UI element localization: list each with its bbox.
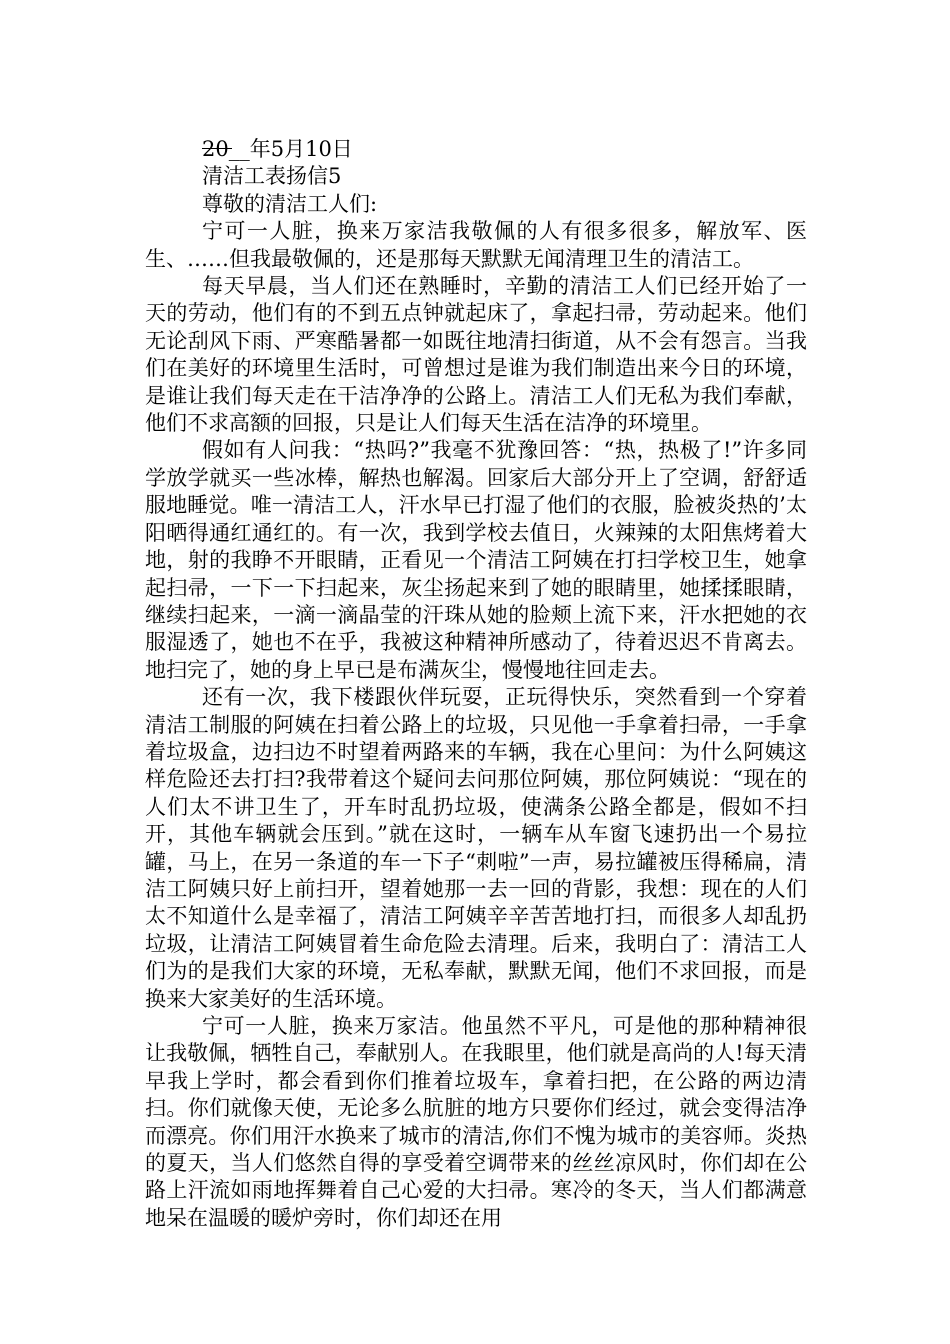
- paragraph: 每天早晨，当人们还在熟睡时，辛勤的清洁工人们已经开始了一天的劳动，他们有的不到五点钟就起床了，拿起扫帚，劳动起来。他们无论刮风下雨、严寒酷暑都一如既往地清扫街道，从不会有怨言。当我们在美好的环境里生活时，可曾想过是谁为我们制造出来今日的环境，是谁让我们每天走在干洁净净的公路上。清洁工人们无私为我们奉献，他们不求高额的回报，只是让人们每天生活在洁净的环境里。: [145, 274, 807, 436]
- salutation: 尊敬的清洁工人们:: [202, 191, 378, 216]
- date-line: 20__年5月10日: [202, 137, 353, 161]
- paragraph: 宁可一人脏，换来万家洁。他虽然不平凡，可是他的那种精神很让我敬佩，牺牲自己，奉献别人。在我眼里，他们就是高尚的人!每天清早我上学时，都会看到你们推着垃圾车，拿着扫把，在公路的两边清扫。你们就像天使，无论多么肮脏的地方只要你们经过，就会变得洁净而漂亮。你们用汗水换来了城市的清洁,你们不愧为城市的美容师。炎热的夏天，当人们悠然自得的享受着空调带来的丝丝凉风时，你们却在公路上汗流如雨地挥舞着自己心爱的大扫帚。寒冷的冬天，当人们都满意地呆在温暖的暖炉旁时，你们却还在用: [145, 1014, 807, 1230]
- letter-title: 清洁工表扬信5: [202, 164, 342, 189]
- paragraph: 假如有人问我：“热吗?”我毫不犹豫回答：“热，热极了!”许多同学放学就买一些冰棒，解热也解渴。回家后大部分开上了空调，舒舒适服地睡觉。唯一清洁工人，汗水早已打湿了他们的衣服，脸被炎热的’太阳晒得通红通红的。有一次，我到学校去值日，火辣辣的太阳焦烤着大地，射的我睁不开眼睛，正看见一个清洁工阿姨在打扫学校卫生，她拿起扫帚，一下一下扫起来，灰尘扬起来到了她的眼睛里，她揉揉眼睛，继续扫起来，一滴一滴晶莹的汗珠从她的脸颊上流下来，汗水把她的衣服湿透了，她也不在乎，我被这种精神所感动了，待着迟迟不肯离去。地扫完了，她的身上早已是布满灰尘，慢慢地往回走去。: [145, 438, 807, 682]
- paragraph: 还有一次，我下楼跟伙伴玩耍，正玩得快乐，突然看到一个穿着清洁工制服的阿姨在扫着公路上的垃圾，只见他一手拿着扫帚，一手拿着垃圾盒，边扫边不时望着两路来的车辆，我在心里问：为什么阿姨这样危险还去打扫?我带着这个疑问去问那位阿姨，那位阿姨说：“现在的人们太不讲卫生了，开车时乱扔垃圾，使满条公路全都是，假如不扫开，其他车辆就会压到。”就在这时，一辆车从车窗飞速扔出一个易拉罐，马上，在另一条道的车一下子“刺啦”一声，易拉罐被压得稀扁，清洁工阿姨只好上前扫开，望着她那一去一回的背影，我想：现在的人们太不知道什么是幸福了，清洁工阿姨辛辛苦苦地打扫，而很多人却乱扔垃圾，让清洁工阿姨冒着生命危险去清理。后来，我明白了：清洁工人们为的是我们大家的环境，无私奉献，默默无闻，他们不求回报，而是换来大家美好的生活环境。: [145, 685, 807, 1011]
- letter-body: [145, 136, 807, 1232]
- paragraph: 宁可一人脏，换来万家洁我敬佩的人有很多很多，解放军、医生、……但我最敬佩的，还是那每天默默无闻清理卫生的清洁工。: [145, 219, 807, 271]
